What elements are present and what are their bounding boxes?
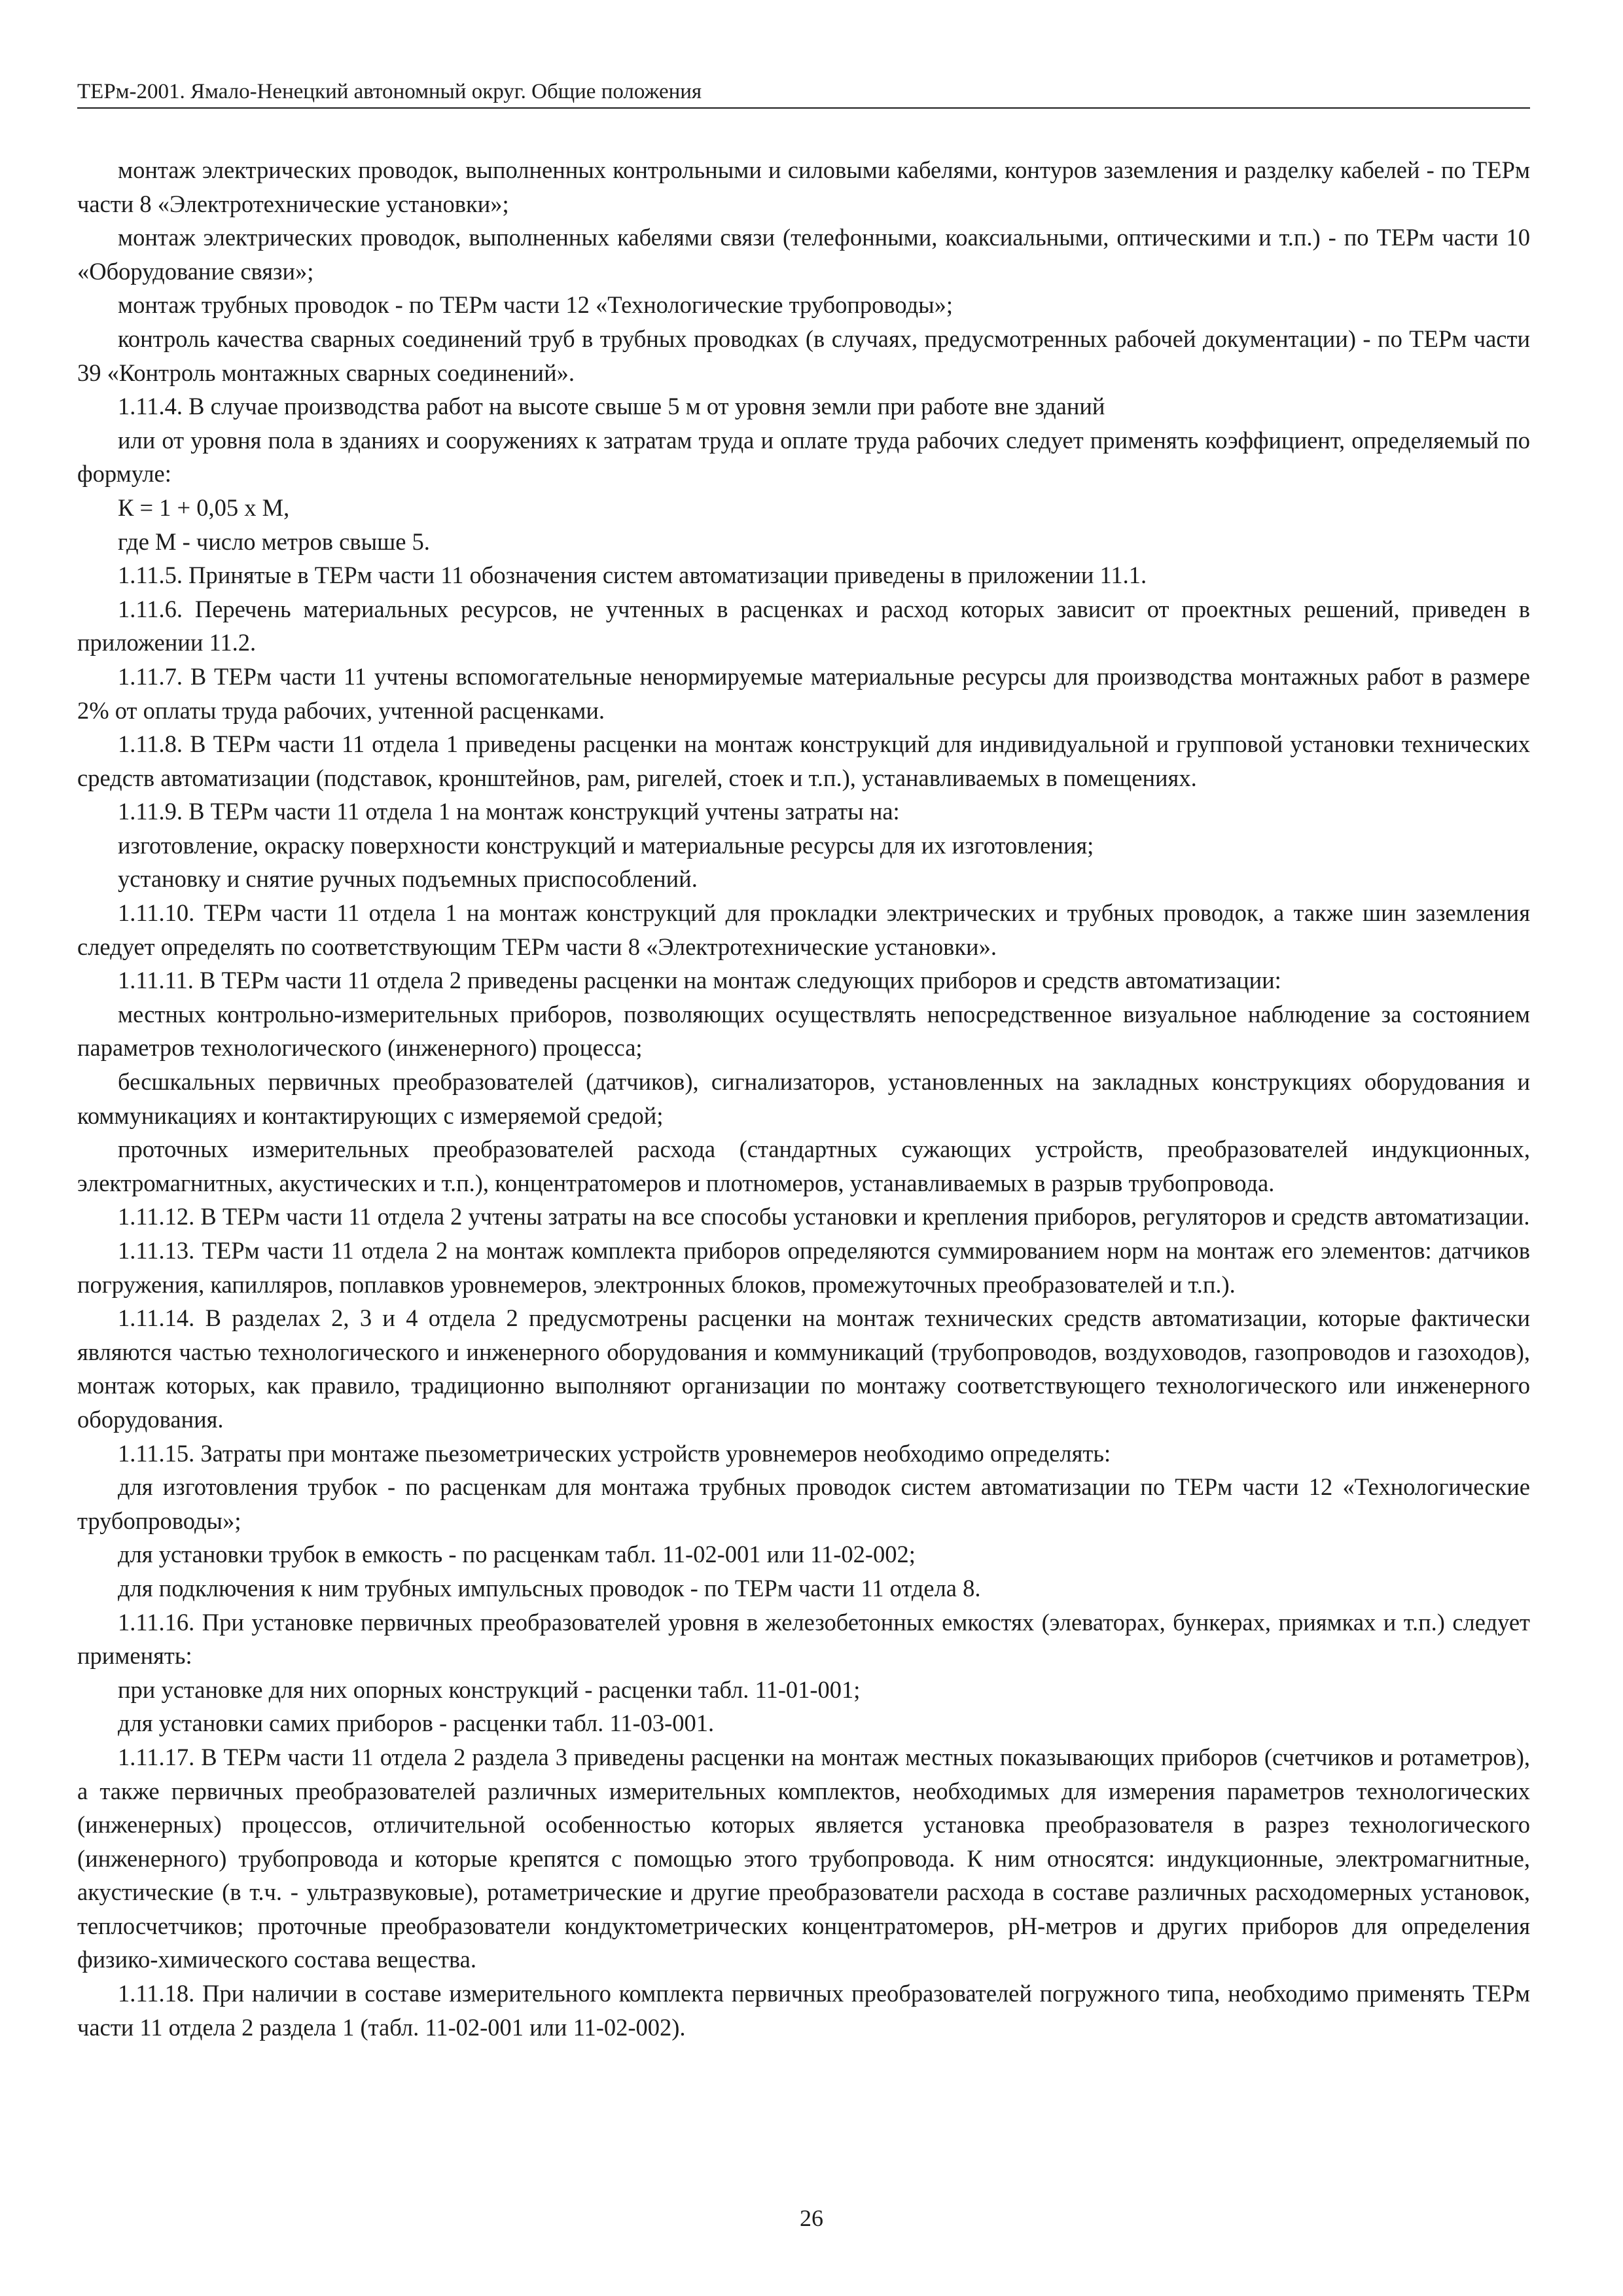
page-number: 26 xyxy=(800,2205,823,2231)
paragraph: контроль качества сварных соединений труб в трубных проводках (в случаях, предусмотренных рабочей документации) - по ТЕРм части 39 «Контроль монтажных сварных соединений». xyxy=(77,325,1530,386)
paragraph: монтаж трубных проводок - по ТЕРм части 12 «Технологические трубопроводы»; xyxy=(118,291,954,319)
paragraph: местных контрольно-измерительных приборов, позволяющих осуществлять непосредственное визуальное наблюдение за состоянием параметров технологического (инженерного) процесса; xyxy=(77,1000,1530,1062)
paragraph: для установки самих приборов - расценки табл. 11-03-001. xyxy=(118,1710,715,1737)
header-rule xyxy=(77,107,1530,109)
paragraph: К = 1 + 0,05 х М, xyxy=(118,493,290,521)
paragraph: 1.11.4. В случае производства работ на высоте свыше 5 м от уровня земли при работе вне зданий xyxy=(118,393,1105,420)
paragraph: при установке для них опорных конструкций - расценки табл. 11-01-001; xyxy=(118,1676,861,1703)
paragraph: 1.11.18. При наличии в составе измерительного комплекта первичных преобразователей погружного типа, необходимо применять ТЕРм части 11 отдела 2 раздела 1 (табл. 11-02-001 или 11-02-002). xyxy=(77,1980,1530,2041)
paragraph: 1.11.13. ТЕРм части 11 отдела 2 на монтаж комплекта приборов определяются суммированием норм на монтаж его элементов: датчиков погружения, капилляров, поплавков уровнемеров, электронных блоков, промежуточных преобразователей и т.п.). xyxy=(77,1237,1530,1298)
paragraph: 1.11.17. В ТЕРм части 11 отдела 2 раздела 3 приведены расценки на монтаж местных показывающих приборов (счетчиков и ротаметров), а также первичных преобразователей различных измерительных комплектов, необходимых для измерения параметров технологических (инженерных) процессов, отличительной особенностью которых является установка преобразователя в разрез технологического (инженерного) трубопровода и которые крепятся с помощью этого трубопровода. К ним относятся: индукционные, электромагнитные, акустические (в т.ч. - ультразвуковые), ротаметрические и другие преобразователи расхода в составе различных расходомерных установок, теплосчетчиков; проточные преобразователи кондуктометрических концентратомеров, рН-метров и других приборов для определения физико-химического состава вещества. xyxy=(77,1743,1530,1973)
paragraph: 1.11.14. В разделах 2, 3 и 4 отдела 2 предусмотрены расценки на монтаж технических средств автоматизации, которые фактически являются частью технологического и инженерного оборудования и коммуникаций (трубопроводов, воздуховодов, газопроводов и газоходов), монтаж которых, как правило, традиционно выполняют организации по монтажу соответствующего технологического или инженерного оборудования. xyxy=(77,1304,1530,1433)
header-title: ТЕРм-2001. Ямало-Ненецкий автономный округ. Общие положения xyxy=(77,80,702,103)
paragraph: где М - число метров свыше 5. xyxy=(118,528,430,555)
paragraph: 1.11.11. В ТЕРм части 11 отдела 2 приведены расценки на монтаж следующих приборов и средств автоматизации: xyxy=(118,967,1281,994)
paragraph: 1.11.9. В ТЕРм части 11 отдела 1 на монтаж конструкций учтены затраты на: xyxy=(118,798,900,825)
paragraph: 1.11.10. ТЕРм части 11 отдела 1 на монтаж конструкций для прокладки электрических и трубных проводок, а также шин заземления следует определять по соответствующим ТЕРм части 8 «Электротехнические установки». xyxy=(77,899,1530,960)
paragraph: изготовление, окраску поверхности конструкций и материальные ресурсы для их изготовления; xyxy=(118,831,1094,859)
paragraph: 1.11.7. В ТЕРм части 11 учтены вспомогательные ненормируемые материальные ресурсы для производства монтажных работ в размере 2% от оплаты труда рабочих, учтенной расценками. xyxy=(77,662,1530,724)
paragraph: проточных измерительных преобразователей расхода (стандартных сужающих устройств, преобразователей индукционных, электромагнитных, акустических и т.п.), концентратомеров и плотномеров, устанавливаемых в разрыв трубопровода. xyxy=(77,1136,1530,1196)
paragraph: для изготовления трубок - по расценкам для монтажа трубных проводок систем автоматизации по ТЕРм части 12 «Технологические трубопроводы»; xyxy=(77,1473,1530,1534)
paragraph: для подключения к ним трубных импульсных проводок - по ТЕРм части 11 отдела 8. xyxy=(118,1574,981,1602)
paragraph: 1.11.6. Перечень материальных ресурсов, не учтенных в расценках и расход которых зависит от проектных решений, приведен в приложении 11.2. xyxy=(77,595,1530,656)
paragraph: установку и снятие ручных подъемных приспособлений. xyxy=(118,865,698,893)
paragraph: 1.11.8. В ТЕРм части 11 отдела 1 приведены расценки на монтаж конструкций для индивидуальной и групповой установки технических средств автоматизации (подставок, кронштейнов, рам, ригелей, стоек и т.п.), устанавливаемых в помещениях. xyxy=(77,730,1530,791)
paragraph: 1.11.5. Принятые в ТЕРм части 11 обозначения систем автоматизации приведены в приложении 11.1. xyxy=(118,562,1147,589)
paragraph: 1.11.15. Затраты при монтаже пьезометрических устройств уровнемеров необходимо определять: xyxy=(118,1439,1111,1467)
paragraph: бесшкальных первичных преобразователей (датчиков), сигнализаторов, установленных на закладных конструкциях оборудования и коммуникациях и контактирующих с измеряемой средой; xyxy=(77,1068,1530,1129)
running-header xyxy=(77,77,1530,106)
paragraph: 1.11.16. При установке первичных преобразователей уровня в железобетонных емкостях (элеваторах, бункерах, приямках и т.п.) следует применять: xyxy=(77,1608,1530,1670)
paragraph: или от уровня пола в зданиях и сооружениях к затратам труда и оплате труда рабочих следует применять коэффициент, определяемый по формуле: xyxy=(77,426,1530,488)
body-text xyxy=(77,153,1530,2044)
paragraph: 1.11.12. В ТЕРм части 11 отдела 2 учтены затраты на все способы установки и крепления приборов, регуляторов и средств автоматизации. xyxy=(118,1203,1530,1230)
paragraph: для установки трубок в емкость - по расценкам табл. 11-02-001 или 11-02-002; xyxy=(118,1541,916,1568)
paragraph: монтаж электрических проводок, выполненных контрольными и силовыми кабелями, контуров заземления и разделку кабелей - по ТЕРм части 8 «Электротехнические установки»; xyxy=(77,156,1530,217)
paragraph: монтаж электрических проводок, выполненных кабелями связи (телефонными, коаксиальными, оптическими и т.п.) - по ТЕРм части 10 «Оборудование связи»; xyxy=(77,224,1530,285)
